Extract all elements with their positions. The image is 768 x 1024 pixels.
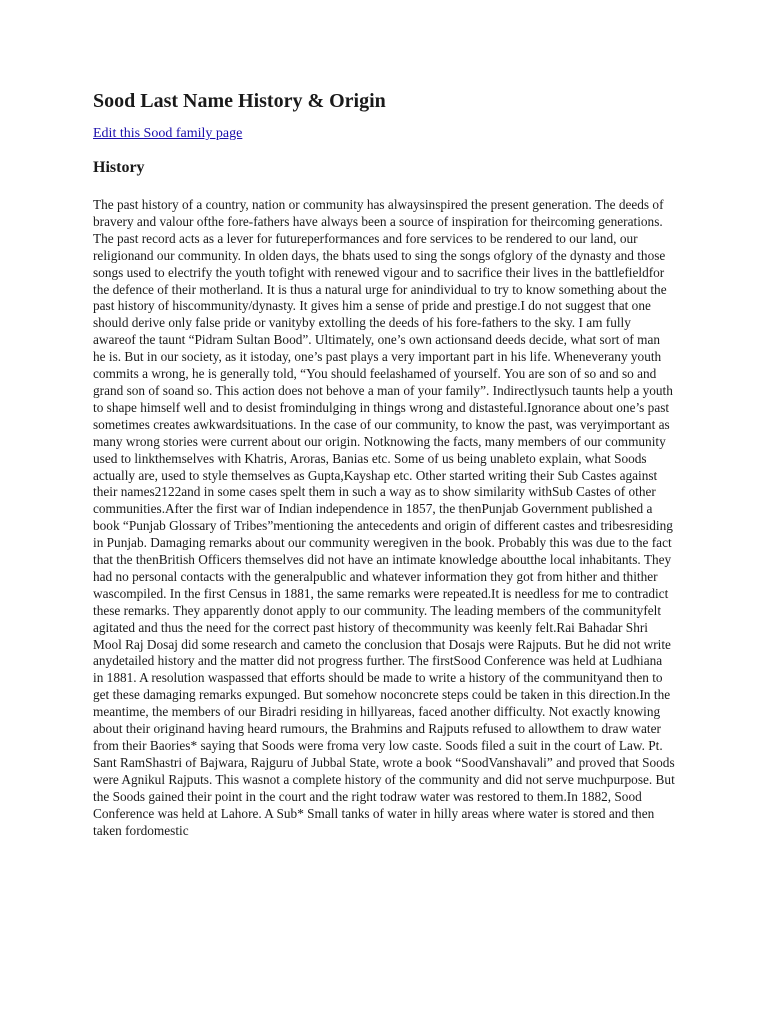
- document-page: [93, 88, 675, 839]
- history-body-text: The past history of a country, nation or community has alwaysinspired the present generation. The deeds of bravery and valour ofthe fore-fathers have always been a source of inspiration for theircoming generations. The past record acts as a lever for futureperformances and fore services to be rendered to our land, our religionand our community. In olden days, the bhats used to sing the songs ofglory of the dynasty and those songs used to electrify the youth tofight with renewed vigour and to sacrifice their lives in the battlefieldfor the defence of their motherland. It is thus a natural urge for anindividual to try to know something about the past history of hiscommunity/dynasty. It gives him a sense of pride and prestige.I do not suggest that one should derive only false pride or vanityby extolling the deeds of his fore-fathers to the sky. I am fully awareof the taunt “Pidram Sultan Bood”. Ultimately, one’s own actionsand deeds decide, what sort of man he is. But in our society, as it istoday, one’s past plays a very important part in his life. Wheneverany youth commits a wrong, he is generally told, “You should feelashamed of yourself. You are son of so and so and grand son of soand so. This action does not behove a man of your family”. Indirectlysuch taunts help a youth to shape himself well and to desist fromindulging in things wrong and distasteful.Ignorance about one’s past sometimes creates awkwardsituations. In the case of our community, to know the past, was veryimportant as many wrong stories were current about our origin. Notknowing the facts, many members of our community used to linkthemselves with Khatris, Aroras, Banias etc. Some of us being unableto explain, what Soods actually are, used to style themselves as Gupta,Kayshap etc. Other started writing their Sub Castes against their names2122and in some cases spelt them in such a way as to show similarity withSub Castes of other communities.After the first war of Indian independence in 1857, the thenPunjab Government published a book “Punjab Glossary of Tribes”mentioning the antecedents and origin of different castes and tribesresiding in Punjab. Damaging remarks about our community weregiven in the book. Probably this was due to the fact that the thenBritish Officers themselves did not have an intimate knowledge aboutthe local inhabitants. They had no personal contacts with the generalpublic and whatever information they got from hither and thither wascompiled. In the first Census in 1881, the same remarks were repeated.It is needless for me to contradict these remarks. They apparently donot apply to our community. The leading members of the communityfelt agitated and thus the need for the correct past history of thecommunity was keenly felt.Rai Bahadar Shri Mool Raj Dosaj did some research and cameto the conclusion that Dosajs were Rajputs. But he did not write anydetailed history and the matter did not progress further. The firstSood Conference was held at Ludhiana in 1881. A resolution waspassed that efforts should be made to write a history of the communityand then to get these damaging remarks expunged. But somehow noconcrete steps could be taken in this direction.In the meantime, the members of our Biradri residing in hillyareas, faced another difficulty. Not exactly knowing about their originand having heard rumours, the Brahmins and Rajputs refused to allowthem to draw water from their Baories* saying that Soods were froma very low caste. Soods filed a suit in the court of Law. Pt. Sant RamShastri of Bajwara, Rajguru of Jubbal State, wrote a book “SoodVanshavali” and proved that Soods were Agnikul Rajputs. This wasnot a complete history of the community and did not serve muchpurpose. But the Soods gained their point in the court and the right todraw water was restored to them.In 1882, Sood Conference was held at Lahore. A Sub* Small tanks of water in hilly areas where water is stored and then taken fordomestic: [93, 197, 675, 838]
- section-heading-history: History: [93, 159, 145, 176]
- page-title: Sood Last Name History & Origin: [93, 90, 386, 112]
- edit-family-page-link[interactable]: Edit this Sood family page: [93, 126, 243, 141]
